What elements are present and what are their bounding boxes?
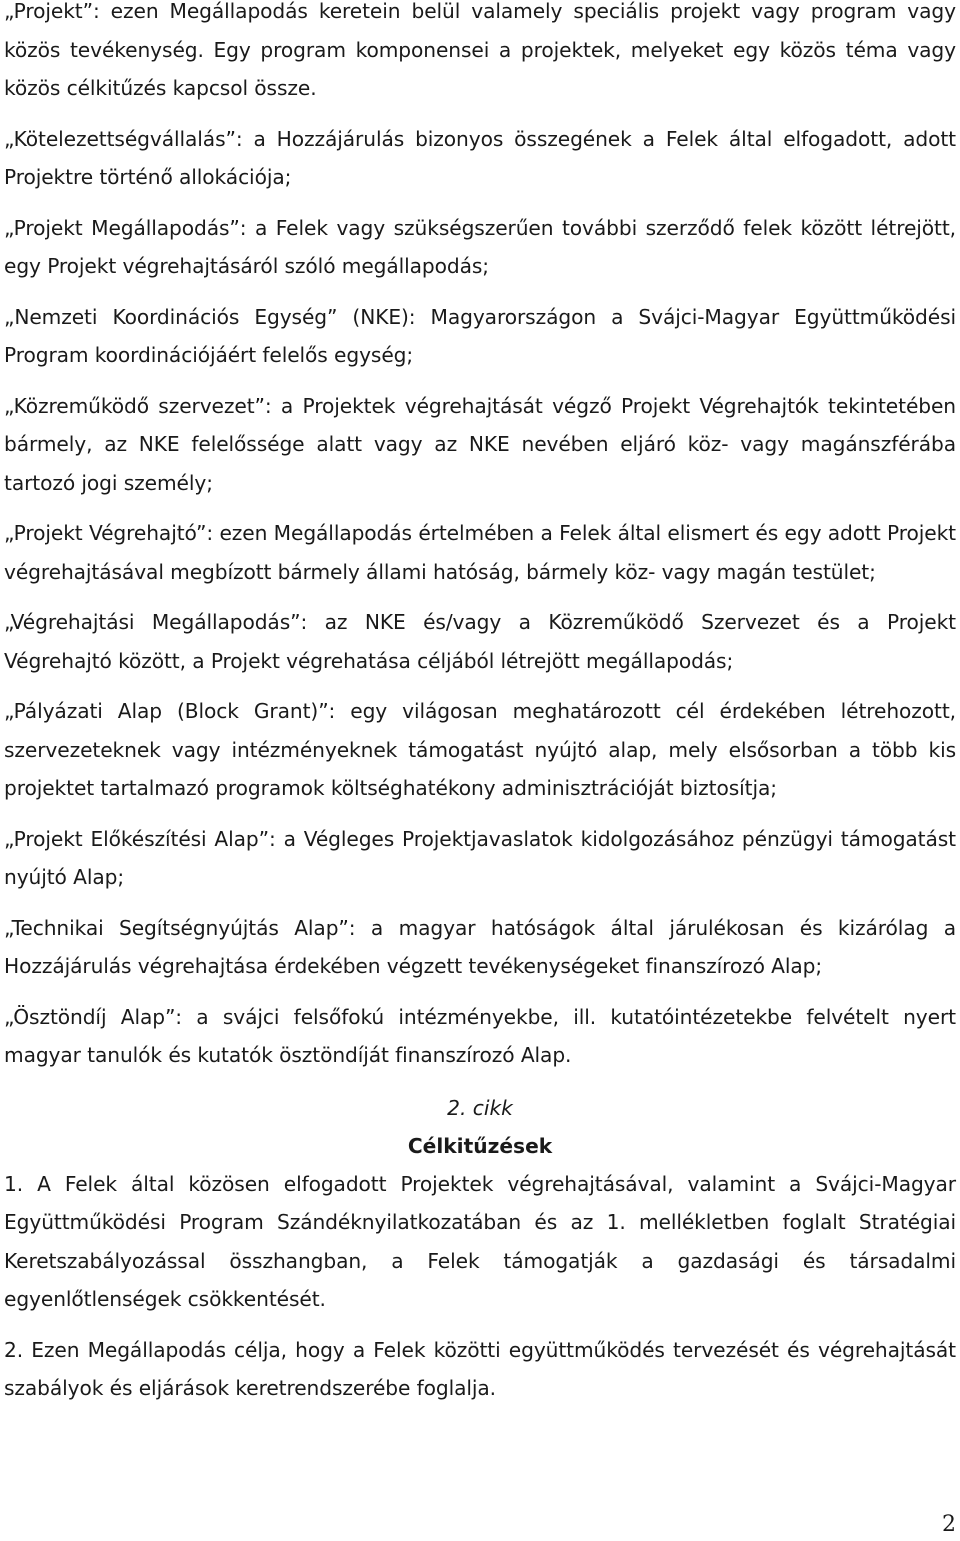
definition-projekt-vegrehajto: „Projekt Végrehajtó”: ezen Megállapodás értelmében a Felek által elismert és egy adott Projekt végrehajtásával megbízott bármely állami hatóság, bármely köz- vagy magán testület; <box>4 521 956 584</box>
definition-projekt-megallapodas: „Projekt Megállapodás”: a Felek vagy szükségszerűen további szerződő felek között létrejött, egy Projekt végrehajtásáról szóló megállapodás; <box>4 215 956 278</box>
definition-kozremukodo-szervezet: „Közreműködő szervezet”: a Projektek végrehajtását végző Projekt Végrehajtók tekintetében bármely, az NKE felelőssége alatt vagy az NKE nevében eljáró köz- vagy magánszférába tartozó jogi személy; <box>4 393 956 495</box>
document-page <box>4 0 956 1408</box>
article-paragraph-2: 2. Ezen Megállapodás célja, hogy a Felek közötti együttműködés tervezését és végrehajtását szabályok és eljárások keretrendszerébe foglalja. <box>4 1337 956 1400</box>
definition-kotelezettsegvallalas: „Kötelezettségvállalás”: a Hozzájárulás bizonyos összegének a Felek által elfogadott, adott Projektre történő allokációja; <box>4 126 956 189</box>
article-paragraph-1: 1. A Felek által közösen elfogadott Projektek végrehajtásával, valamint a Svájci-Magyar Együttműködési Program Szándéknyilatkozatában és az 1. mellékletben foglalt Stratégiai Keretszabályozással összhangban, a Felek támogatják a gazdasági és társadalmi egyenlőtlenségek csökkentését. <box>4 1171 956 1311</box>
definition-palyazati-alap: „Pályázati Alap (Block Grant)”: egy világosan meghatározott cél érdekében létrehozott, szervezeteknek vagy intézményeknek támogatást nyújtó alap, mely elsősorban a több kis projektet tartalmazó programok költséghatékony adminisztrációját biztosítja; <box>4 699 956 800</box>
article-title: Célkitűzések <box>407 1133 553 1158</box>
article-number: 2. cikk <box>447 1095 513 1120</box>
definition-osztondij-alap: „Ösztöndíj Alap”: a svájci felsőfokú intézményekbe, ill. kutatóintézetekbe felvételt nyert magyar tanulók és kutatók ösztöndíját finanszírozó Alap. <box>4 1004 956 1067</box>
definition-projekt-elokeszitesi-alap: „Projekt Előkészítési Alap”: a Végleges Projektjavaslatok kidolgozásához pénzügyi támogatást nyújtó Alap; <box>4 826 956 889</box>
definition-technikai-segitsegnyujtas-alap: „Technikai Segítségnyújtás Alap”: a magyar hatóságok által járulékosan és kizárólag a Hozzájárulás végrehajtása érdekében végzett tevékenységeket finanszírozó Alap; <box>4 915 956 978</box>
page-number: 2 <box>942 1512 956 1537</box>
definition-vegrehajtasi-megallapodas: „Végrehajtási Megállapodás”: az NKE és/vagy a Közreműködő Szervezet és a Projekt Végrehajtó között, a Projekt végrehatása céljából létrejött megállapodás; <box>4 610 956 673</box>
definition-projekt: „Projekt”: ezen Megállapodás keretein belül valamely speciális projekt vagy program vagy közös tevékenység. Egy program komponensei a projektek, melyeket egy közös téma vagy közös célkitűzés kapcsol össze. <box>4 0 956 100</box>
definition-nke: „Nemzeti Koordinációs Egység” (NKE): Magyarországon a Svájci-Magyar Együttműködési Program koordinációjáért felelős egység; <box>4 304 956 367</box>
